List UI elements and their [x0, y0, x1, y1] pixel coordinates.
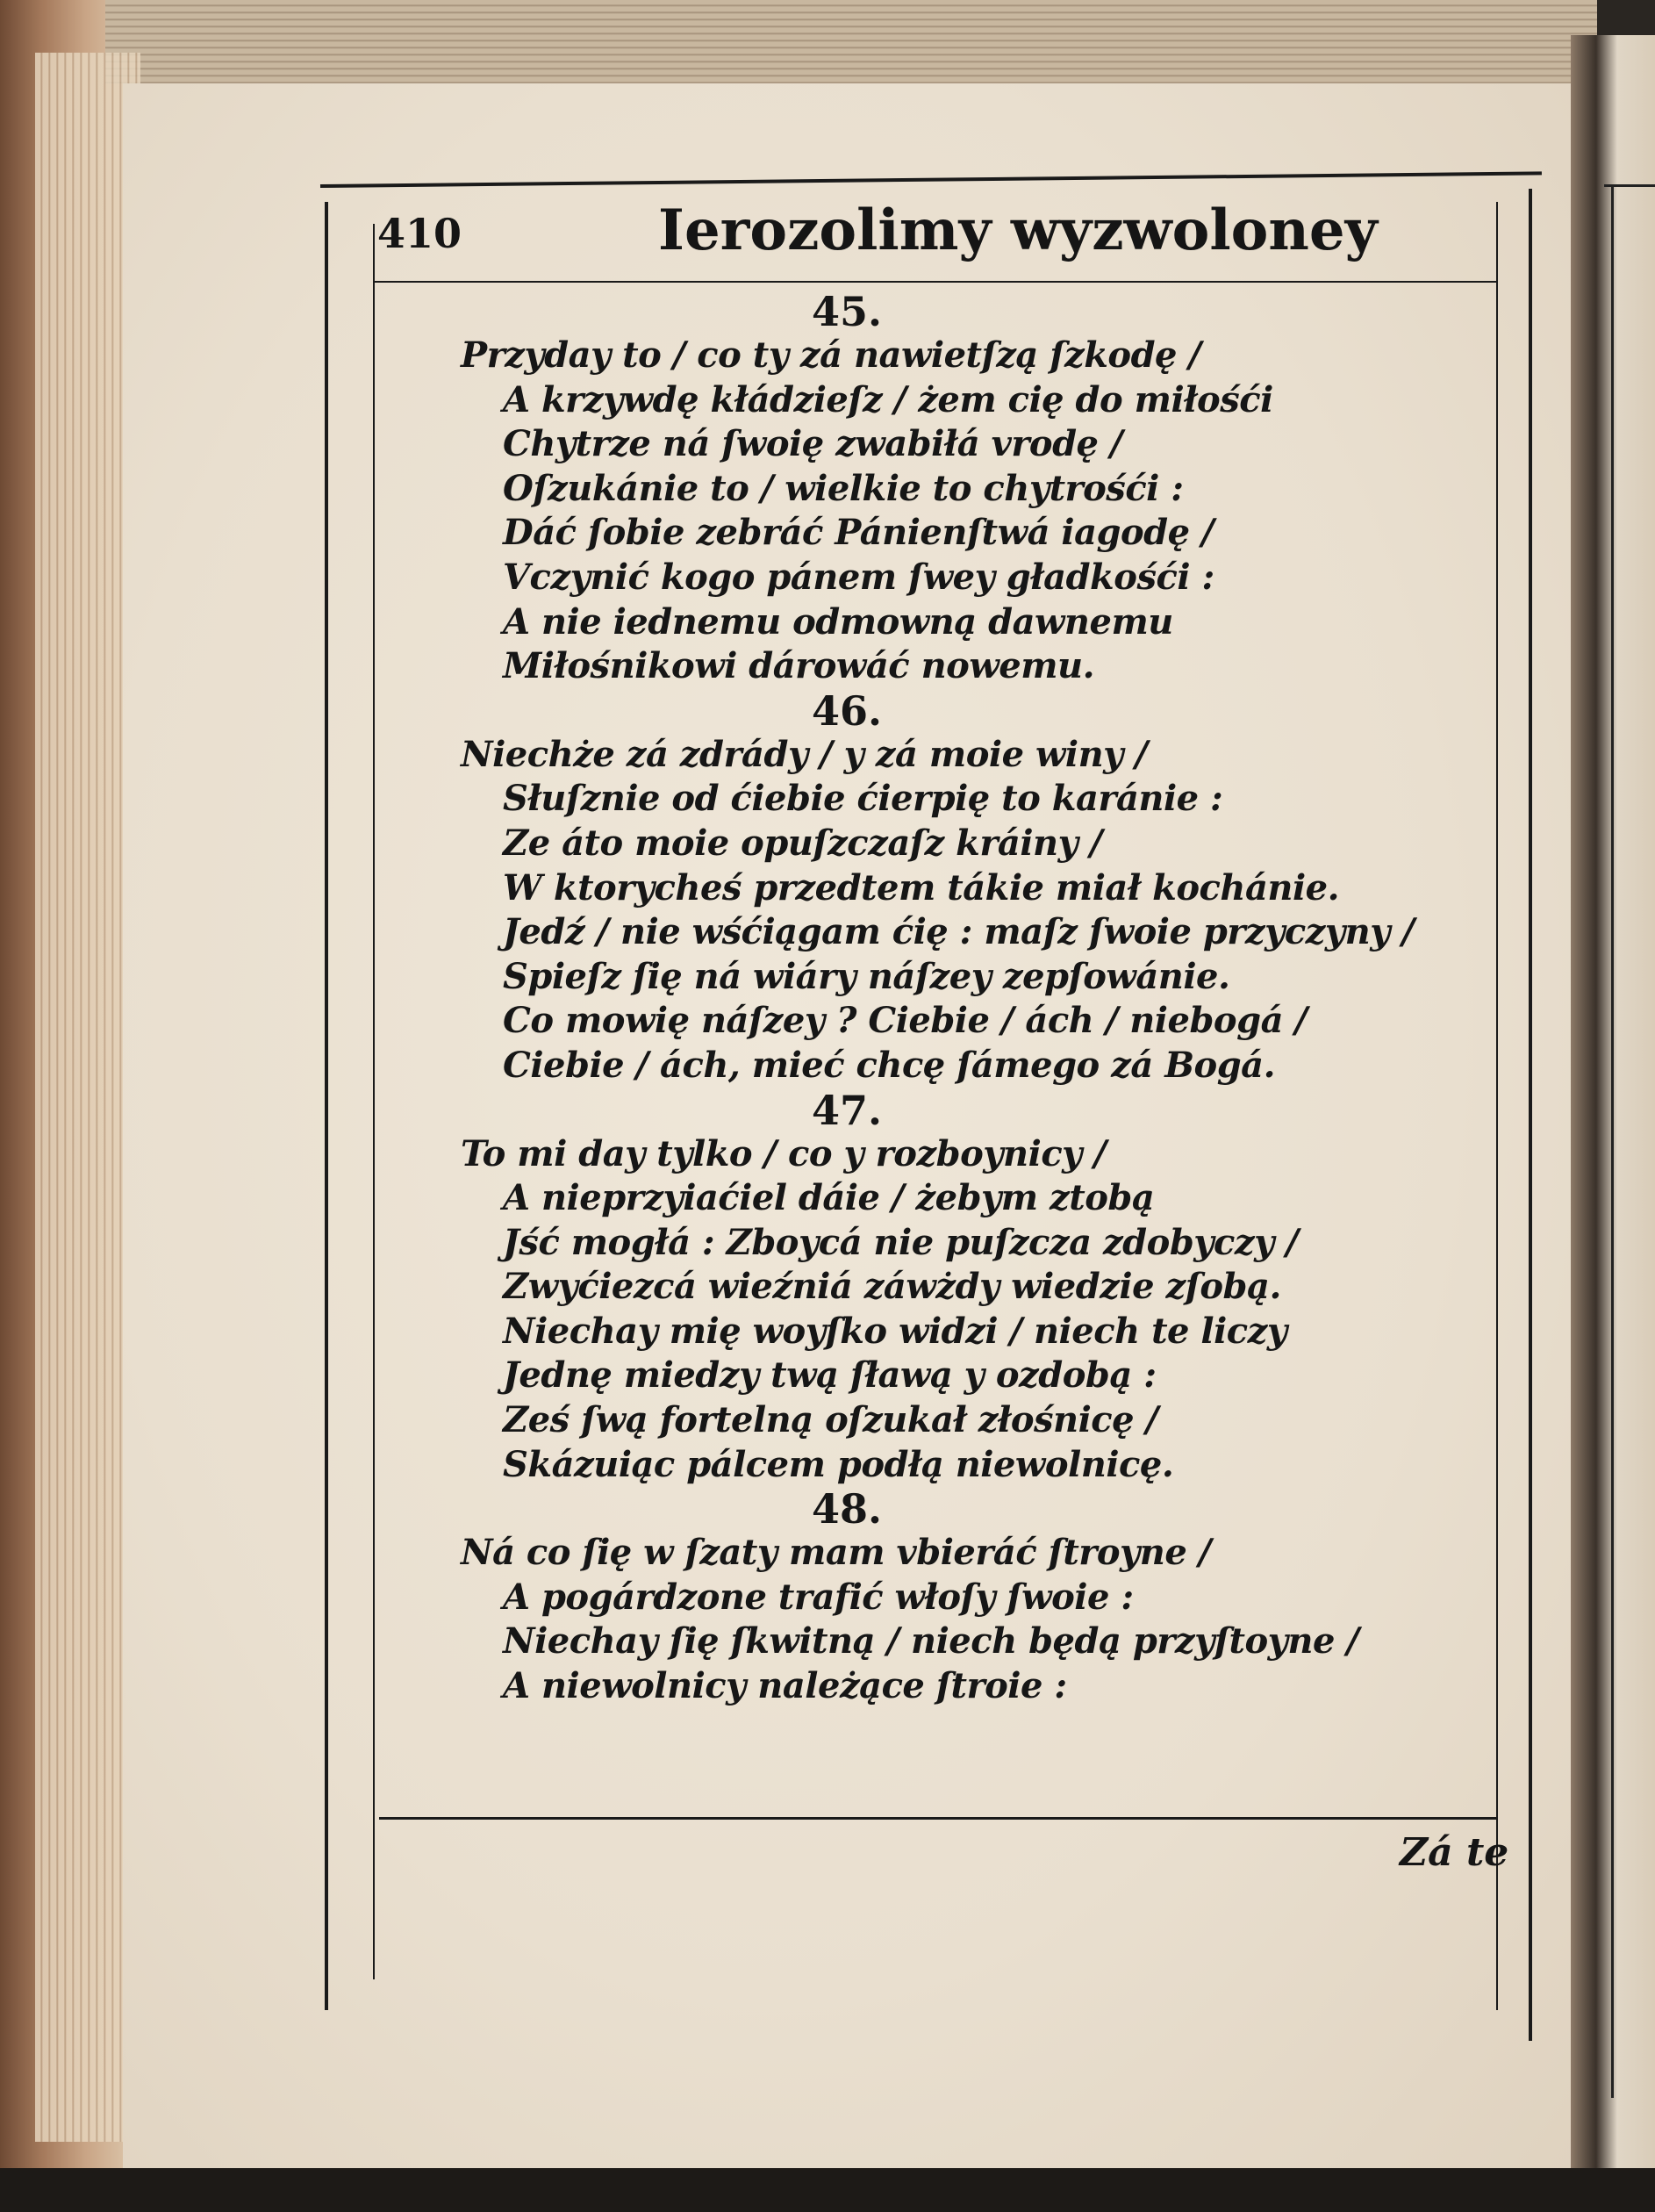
bottom-shadow [0, 2168, 1655, 2212]
verse-line: Ześ ſwą fortelną oſzukał złośnicę / [503, 1399, 1158, 1441]
verse-line: Spieſz ſię ná wiáry náſzey zepſowánie. [503, 955, 1230, 997]
verse-line: To mi day tylko / co y rozboynicy / [461, 1132, 1107, 1174]
verse-line: Chytrze ná ſwoię zwabiłá vrodę / [503, 423, 1123, 465]
verse-line: Niechay ſię ſkwitną / niech będą przyſtoyne / [503, 1620, 1359, 1663]
verse-line: Ná co ſię w ſzaty mam vbieráć ſtroyne / [461, 1532, 1211, 1574]
frame-right-inner [1496, 202, 1498, 2010]
verse-line: Jść mogłá : Zboycá nie puſzcza zdobyczy / [503, 1221, 1299, 1263]
verse-line: Jednę miedzy twą ſławą y ozdobą : [503, 1354, 1157, 1397]
verse-line: A niewolnicy należące ſtroie : [503, 1665, 1067, 1707]
header-underline [373, 281, 1496, 283]
verse-line: A nie iednemu odmowną dawnemu [503, 600, 1173, 643]
facing-page-frame [1611, 184, 1614, 2098]
verse-line: Jedź / nie wśćiągam ćię : maſz ſwoie przyczyny / [503, 911, 1415, 953]
verse-line: Ze áto moie opuſzczaſz kráiny / [503, 822, 1102, 864]
frame-bottom-rule [379, 1817, 1498, 1820]
verse-line: Niechay mię woyſko widzi / niech te liczy [503, 1310, 1287, 1352]
running-title: Ierozolimy wyzwoloney [658, 198, 1378, 263]
verse-line: Dáć ſobie zebráć Pánienſtwá iagodę / [503, 512, 1214, 554]
verse-line: Zwyćiezcá wieźniá záwżdy wiedzie zſobą. [503, 1266, 1281, 1308]
frame-left-inner [373, 224, 375, 1979]
verse-line: Miłośnikowi dárowáć nowemu. [503, 645, 1095, 687]
catchword: Zá te [1400, 1830, 1509, 1875]
verse-line: A pogárdzone trafić włoſy ſwoie : [503, 1576, 1134, 1618]
verse-line: Co mowię náſzey ? Ciebie / ách / niebogá / [503, 1000, 1308, 1042]
verse-line: Przyday to / co ty zá nawietſzą ſzkodę / [461, 334, 1201, 376]
verse-line: A nieprzyiaćiel dáie / żebym ztobą [503, 1177, 1155, 1219]
stanza-number: 46. [812, 686, 883, 735]
stanza-number: 48. [812, 1485, 883, 1533]
page-header [377, 198, 1492, 281]
verse-line: Vczynić kogo pánem ſwey gładkośći : [503, 556, 1214, 598]
verse-line: W ktorycheś przedtem tákie miał kochánie. [503, 866, 1340, 908]
folio-number: 410 [377, 210, 462, 257]
frame-right-outer [1529, 189, 1532, 2041]
verse-line: Oſzukánie to / wielkie to chytrośći : [503, 467, 1184, 509]
page-top-edges [105, 0, 1597, 83]
verse-line: Ciebie / ách, mieć chcę ſámego zá Bogá. [503, 1044, 1276, 1086]
stanza-number: 45. [812, 288, 883, 335]
stanza-number: 47. [812, 1086, 883, 1134]
verse-text [461, 290, 1470, 1709]
frame-left-outer [325, 202, 328, 2010]
verse-line: Skázuiąc pálcem podłą niewolnicę. [503, 1443, 1174, 1485]
verse-line: A krzywdę kłádzieſz / żem cię do miłośći [503, 378, 1273, 420]
verse-line: Niechże zá zdrády / y zá moie winy / [461, 733, 1148, 775]
verse-line: Słuſznie od ćiebie ćierpię to karánie : [503, 778, 1223, 820]
